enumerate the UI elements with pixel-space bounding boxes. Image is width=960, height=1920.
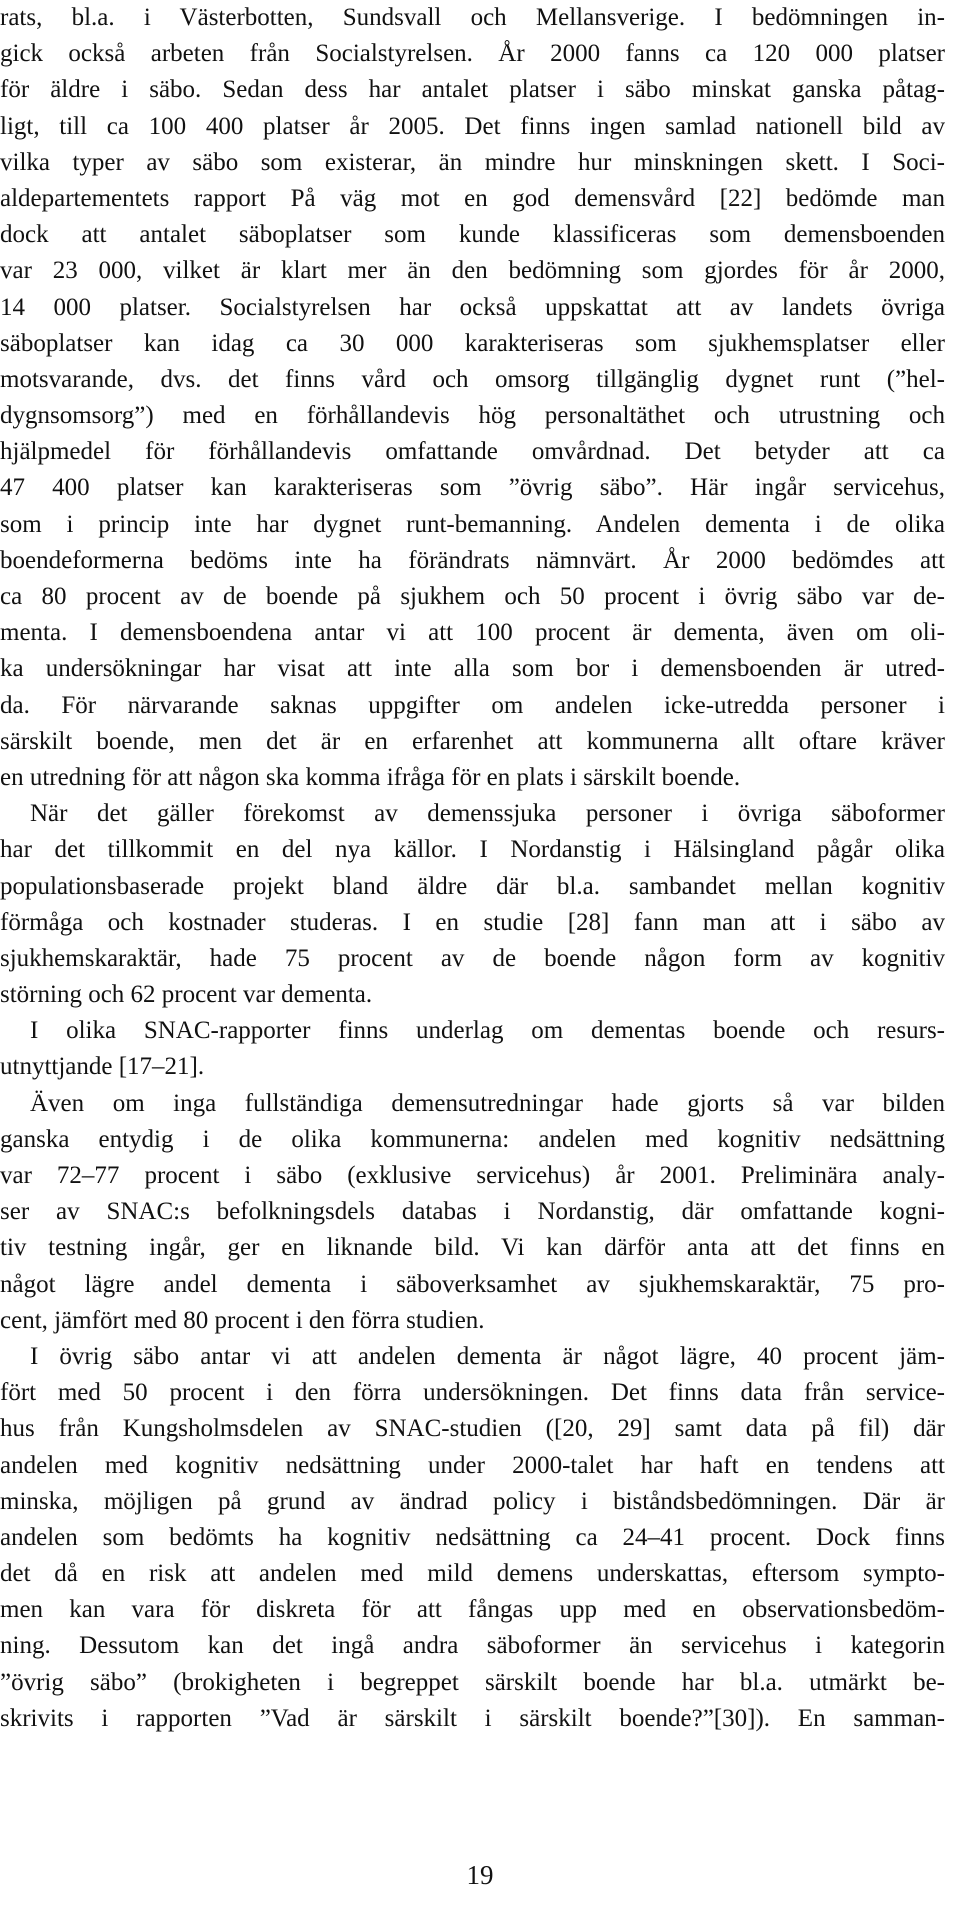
- text-line: När det gäller förekomst av demenssjuka personer i övriga säboformer: [30, 800, 945, 828]
- text-line: en utredning för att någon ska komma ifråga för en plats i särskilt boende.: [0, 763, 741, 791]
- text-line: vilka typer av säbo som existerar, än mindre hur minskningen skett. I Soci-: [0, 148, 945, 176]
- text-line: hjälpmedel för förhållandevis omfattande omvårdnad. Det betyder att ca: [0, 438, 945, 466]
- text-line: förmåga och kostnader studeras. I en studie [28] fann man att i säbo av: [0, 908, 945, 936]
- text-line: det då en risk att andelen med mild demens underskattas, eftersom sympto-: [0, 1560, 945, 1588]
- text-line: populationsbaserade projekt bland äldre där bl.a. sambandet mellan kognitiv: [0, 872, 945, 900]
- text-line: ning. Dessutom kan det ingå andra säboformer än servicehus i kategorin: [0, 1632, 945, 1660]
- text-line: 47 400 platser kan karakteriseras som ”övrig säbo”. Här ingår servicehus,: [0, 474, 945, 502]
- text-line: störning och 62 procent var dementa.: [0, 981, 373, 1009]
- text-line: boendeformerna bedöms inte ha förändrats nämnvärt. År 2000 bedömdes att: [0, 546, 945, 574]
- text-line: särskilt boende, men det är en erfarenhet att kommunerna allt oftare kräver: [0, 727, 945, 755]
- text-line: ganska entydig i de olika kommunerna: andelen med kognitiv nedsättning: [0, 1125, 945, 1153]
- text-line: cent, jämfört med 80 procent i den förra studien.: [0, 1306, 485, 1334]
- text-line: ”övrig säbo” (brokigheten i begreppet särskilt boende har bl.a. utmärkt be-: [0, 1668, 945, 1696]
- text-line: var 23 000, vilket är klart mer än den bedömning som gjordes för år 2000,: [0, 257, 945, 285]
- text-line: ligt, till ca 100 400 platser år 2005. Det finns ingen samlad nationell bild av: [0, 112, 945, 140]
- text-line: som i princip inte har dygnet runt-bemanning. Andelen dementa i de olika: [0, 510, 945, 538]
- text-line: I övrig säbo antar vi att andelen dementa är något lägre, 40 procent jäm-: [30, 1342, 945, 1370]
- paragraph-4: [0, 1086, 945, 1339]
- text-line: skrivits i rapporten ”Vad är särskilt i särskilt boende?”[30]). En samman-: [0, 1704, 945, 1732]
- paragraph-5: [0, 1339, 945, 1737]
- paragraph-3: [0, 1013, 945, 1085]
- text-line: 14 000 platser. Socialstyrelsen har också uppskattat att av landets övriga: [0, 293, 945, 321]
- text-line: men kan vara för diskreta för att fångas upp med en observationsbedöm-: [0, 1596, 945, 1624]
- text-line: andelen med kognitiv nedsättning under 2000-talet har haft en tendens att: [0, 1451, 945, 1479]
- text-line: motsvarande, dvs. det finns vård och omsorg tillgänglig dygnet runt (”hel-: [0, 365, 945, 393]
- text-line: da. För närvarande saknas uppgifter om andelen icke-utredda personer i: [0, 691, 945, 719]
- page-number: 19: [466, 1860, 494, 1890]
- text-line: tiv testning ingår, ger en liknande bild. Vi kan därför anta att det finns en: [0, 1234, 945, 1262]
- text-line: ser av SNAC:s befolkningsdels databas i Nordanstig, där omfattande kogni-: [0, 1198, 945, 1226]
- text-line: var 72–77 procent i säbo (exklusive servicehus) år 2001. Preliminära analy-: [0, 1162, 945, 1189]
- text-line: utnyttjande [17–21].: [0, 1053, 205, 1081]
- text-line: Även om inga fullständiga demensutredningar hade gjorts så var bilden: [30, 1089, 945, 1117]
- text-line: ka undersökningar har visat att inte alla som bor i demensboenden är utred-: [0, 655, 945, 683]
- text-line: dygnsomsorg”) med en förhållandevis hög personaltäthet och utrustning och: [0, 402, 945, 430]
- text-line: andelen som bedömts ha kognitiv nedsättning ca 24–41 procent. Dock finns: [0, 1523, 945, 1551]
- text-line: rats, bl.a. i Västerbotten, Sundsvall och Mellansverige. I bedömningen in-: [0, 4, 945, 31]
- text-line: minska, möjligen på grund av ändrad policy i biståndsbedömningen. Där är: [0, 1487, 945, 1515]
- text-line: gick också arbeten från Socialstyrelsen. År 2000 fanns ca 120 000 platser: [0, 40, 945, 68]
- text-line: för äldre i säbo. Sedan dess har antalet platser i säbo minskat ganska påtag-: [0, 76, 945, 104]
- text-line: I olika SNAC-rapporter finns underlag om dementas boende och resurs-: [30, 1017, 945, 1045]
- text-line: sjukhemskaraktär, hade 75 procent av de boende någon form av kognitiv: [0, 944, 945, 972]
- text-line: har det tillkommit en del nya källor. I Nordanstig i Hälsingland pågår olika: [0, 836, 945, 864]
- text-line: något lägre andel dementa i säboverksamhet av sjukhemskaraktär, 75 pro-: [0, 1270, 945, 1298]
- paragraph-2: [0, 796, 945, 1013]
- text-line: menta. I demensboendena antar vi att 100 procent är dementa, även om oli-: [0, 619, 945, 647]
- text-line: aldepartementets rapport På väg mot en god demensvård [22] bedömde man: [0, 184, 945, 212]
- text-line: hus från Kungsholmsdelen av SNAC-studien ([20, 29] samt data på fil) där: [0, 1415, 945, 1443]
- text-line: ca 80 procent av de boende på sjukhem och 50 procent i övrig säbo var de-: [0, 583, 945, 610]
- paragraph-1: [0, 0, 945, 796]
- text-line: säboplatser kan idag ca 30 000 karakteriseras som sjukhemsplatser eller: [0, 329, 945, 357]
- text-line: dock att antalet säboplatser som kunde klassificeras som demensboenden: [0, 221, 945, 249]
- text-line: fört med 50 procent i den förra undersökningen. Det finns data från service-: [0, 1379, 945, 1407]
